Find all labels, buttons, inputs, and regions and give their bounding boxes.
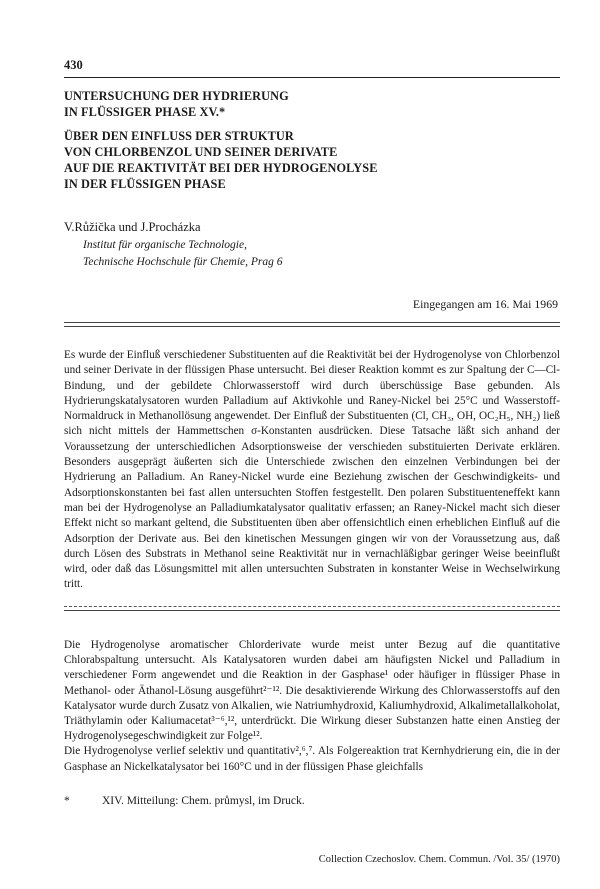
institution-line: Technische Hochschule für Chemie, Prag 6 [83,256,283,268]
abstract-top-rule-2 [64,326,560,327]
title-line: IN DER FLÜSSIGEN PHASE [64,177,226,191]
abstract-bottom-rule-2 [64,610,560,611]
authors: V.Růžička und J.Procházka [64,220,201,234]
article-title [64,88,564,192]
title-line: ÜBER DEN EINFLUSS DER STRUKTUR [64,129,294,143]
title-line: VON CHLORBENZOL UND SEINER DERIVATE [64,145,338,159]
abstract-text: Es wurde der Einfluß verschiedener Substituenten auf die Reaktivität bei der Hydrogenolyse von Chlorbenzol und seiner Derivate in der flüssigen Phase untersucht. Bei dieser Reaktion kommt es zur Spaltung der C—Cl-Bindung, und der gebildete Chlorwasserstoff wird durch überschüssige Base gebunden. Als Hydrierungskatalysatoren wurden Palladium auf Aktivkohle und Raney-Nickel bei 25°C und Wasserstoff-Normaldruck in Methanollösung angewendet. Der Einfluß der Substituenten (Cl, CH₃, OH, OC₂H₅, NH₂) ließ sich nicht mittels der Hammettschen σ-Konstanten ausdrücken. Diese Tatsache läßt sich anhand der Voraussetzung der unterschiedlichen Adsorptionsweise der verschieden substituierten Derivate erklären. Besonders ausgeprägt äußerten sich die Unterschiede zwischen den einzelnen Verbindungen bei der Hydrierung an Palladium. An Raney-Nickel wurde eine Beziehung zwischen der Geschwindigkeits- und Adsorptionskonstanten bei fast allen untersuchten Stoffen festgestellt. Den polaren Substituenteneffekt kann man bei der Hydrogenolyse an Palladiumkatalysator qualitativ erfassen; an Raney-Nickel macht sich dieser Effekt nicht so markant geltend, die Substituenten üben aber offensichtlich einen erheblichen Einfluß auf die Adsorption der Derivate aus. Bei den kinetischen Messungen gingen wir von der Voraussetzung aus, daß durch Lösen des Substrats in Methanol seine Reaktivität nur in vernachläßigbar geringer Weise beeinflußt wird, oder daß das Lösungsmittel mit allen untersuchten Substraten in konstanter Weise in Wechselwirkung tritt. [64,349,560,591]
footnote-text: XIV. Mitteilung: Chem. průmysl, im Druck. [102,795,305,807]
footnote-mark: * [64,795,70,807]
body-text [64,638,560,775]
title-line: UNTERSUCHUNG DER HYDRIERUNG [64,89,289,103]
page-number: 430 [64,58,83,72]
header-rule [64,77,560,78]
footnote [64,795,305,807]
institution-line: Institut für organische Technologie, [83,239,247,251]
abstract [64,348,560,593]
journal-citation: Collection Czechoslov. Chem. Commun. /Vol. 35/ (1970) [318,854,560,865]
title-line: AUF DIE REAKTIVITÄT BEI DER HYDROGENOLYSE [64,161,378,175]
abstract-top-rule [64,322,560,323]
received-date: Eingegangen am 16. Mai 1969 [412,297,558,311]
paragraph: Die Hydrogenolyse verlief selektiv und quantitativ²,⁶,⁷. Als Folgereaktion trat Kernhydrierung ein, die in der Gasphase an Nickelkatalysator bei 160°C und in der flüssigen Phase gleichfalls [64,745,560,773]
paragraph: Die Hydrogenolyse aromatischer Chlorderivate wurde meist unter Bezug auf die quantitative Chlorabspaltung untersucht. Als Katalysatoren wurden dabei am häufigsten Nickel und Palladium in verschiedener Form angewendet und die Reaktion in der Gasphase¹ oder häufiger in flüssiger Phase in Methanol- oder Äthanol-Lösung ausgeführt²⁻¹². Die desaktivierende Wirkung des Chlorwasserstoffs auf den Katalysator wurde durch Zusatz von Alkalien, wie Natriumhydroxid, Kaliumhydroxid, Alkalimetallalkoholat, Triäthylamin oder Kaliumacetat³⁻⁶,¹², unterdrückt. Die Wirkung dieser Substanzen hatte einen Anstieg der Hydrogenolysegeschwindigkeit zur Folge¹². [64,639,560,743]
abstract-bottom-rule [64,606,560,607]
institution [83,237,283,271]
title-line: IN FLÜSSIGER PHASE XV.* [64,105,226,119]
